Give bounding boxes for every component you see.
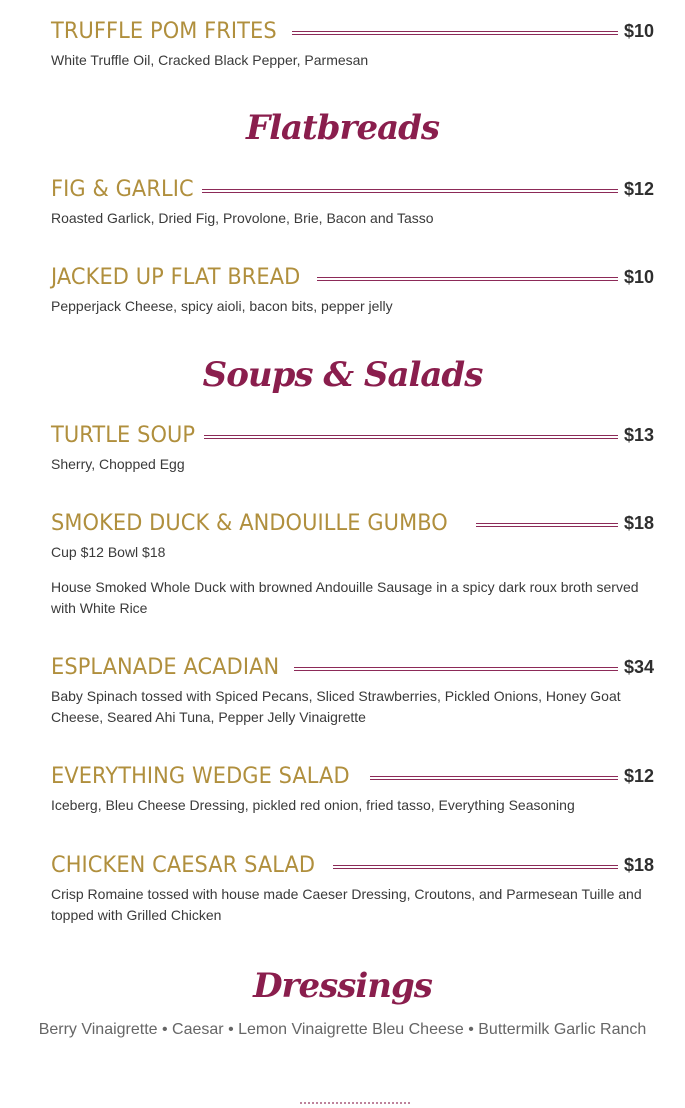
item-price: $12 [623, 765, 654, 786]
dotted-leader-line [204, 435, 618, 439]
item-description: Crisp Romaine tossed with house made Caeser Dressing, Croutons, and Parmesean Tuille and topped with Grilled Chicken [51, 886, 642, 923]
item-price: $10 [623, 266, 654, 287]
item-description: House Smoked Whole Duck with browned Andouille Sausage in a spicy dark roux broth served with White Rice [51, 579, 639, 616]
menu-item [51, 262, 654, 317]
item-description: Iceberg, Bleu Cheese Dressing, pickled red onion, fried tasso, Everything Seasoning [51, 797, 575, 813]
menu-item [51, 174, 654, 229]
dressings-list: Berry Vinaigrette • Caesar • Lemon Vinaigrette Bleu Cheese • Buttermilk Garlic Ranch [38, 1021, 647, 1038]
item-name: JACKED UP FLAT BREAD [51, 264, 301, 290]
item-price: $34 [623, 656, 654, 677]
section-title-soups-salads: Soups & Salads [202, 355, 483, 395]
item-price: $18 [623, 512, 654, 533]
dotted-leader-line [294, 667, 618, 671]
item-description: Pepperjack Cheese, spicy aioli, bacon bits, pepper jelly [51, 298, 393, 314]
menu-item-header [51, 508, 654, 538]
item-name: TURTLE SOUP [51, 422, 196, 448]
item-name: EVERYTHING WEDGE SALAD [51, 763, 350, 789]
menu-item-header [51, 420, 654, 450]
menu-item-header [51, 850, 654, 880]
item-name: ESPLANADE ACADIAN [51, 654, 280, 680]
menu-item-header [51, 16, 654, 46]
dotted-leader-line [370, 776, 618, 780]
item-description: White Truffle Oil, Cracked Black Pepper, Parmesan [51, 52, 369, 68]
next-section-title-cutoff [300, 1100, 410, 1108]
menu-item-header [51, 761, 654, 791]
menu-item-header [51, 652, 654, 682]
menu-item-header [51, 262, 654, 292]
menu-item [51, 508, 654, 619]
item-name: FIG & GARLIC [51, 176, 194, 202]
item-description: Sherry, Chopped Egg [51, 456, 185, 472]
item-description: Baby Spinach tossed with Spiced Pecans, Sliced Strawberries, Pickled Onions, Honey Goat Cheese, Seared Ahi Tuna, Pepper Jelly Vinaigrette [51, 688, 621, 725]
menu-item [51, 652, 654, 728]
dotted-leader-line [333, 865, 618, 869]
menu-item [51, 850, 654, 926]
item-price: $13 [623, 424, 654, 445]
menu-item [51, 420, 654, 475]
item-name: CHICKEN CAESAR SALAD [51, 852, 316, 878]
item-description: Roasted Garlick, Dried Fig, Provolone, Brie, Bacon and Tasso [51, 210, 434, 226]
dotted-leader-line [317, 277, 618, 281]
item-name: SMOKED DUCK & ANDOUILLE GUMBO [51, 510, 448, 536]
dotted-leader-line [292, 31, 618, 35]
item-price: $10 [623, 20, 654, 41]
item-description: Cup $12 Bowl $18 [51, 544, 166, 560]
dotted-leader-line [476, 523, 618, 527]
item-price: $18 [623, 854, 654, 875]
dotted-leader-line [202, 189, 618, 193]
section-title-dressings: Dressings [253, 966, 432, 1006]
item-price: $12 [623, 178, 654, 199]
menu-item-header [51, 174, 654, 204]
item-name: TRUFFLE POM FRITES [51, 18, 277, 44]
menu-item [51, 16, 654, 71]
section-title-flatbreads: Flatbreads [245, 108, 440, 148]
menu-item [51, 761, 654, 816]
